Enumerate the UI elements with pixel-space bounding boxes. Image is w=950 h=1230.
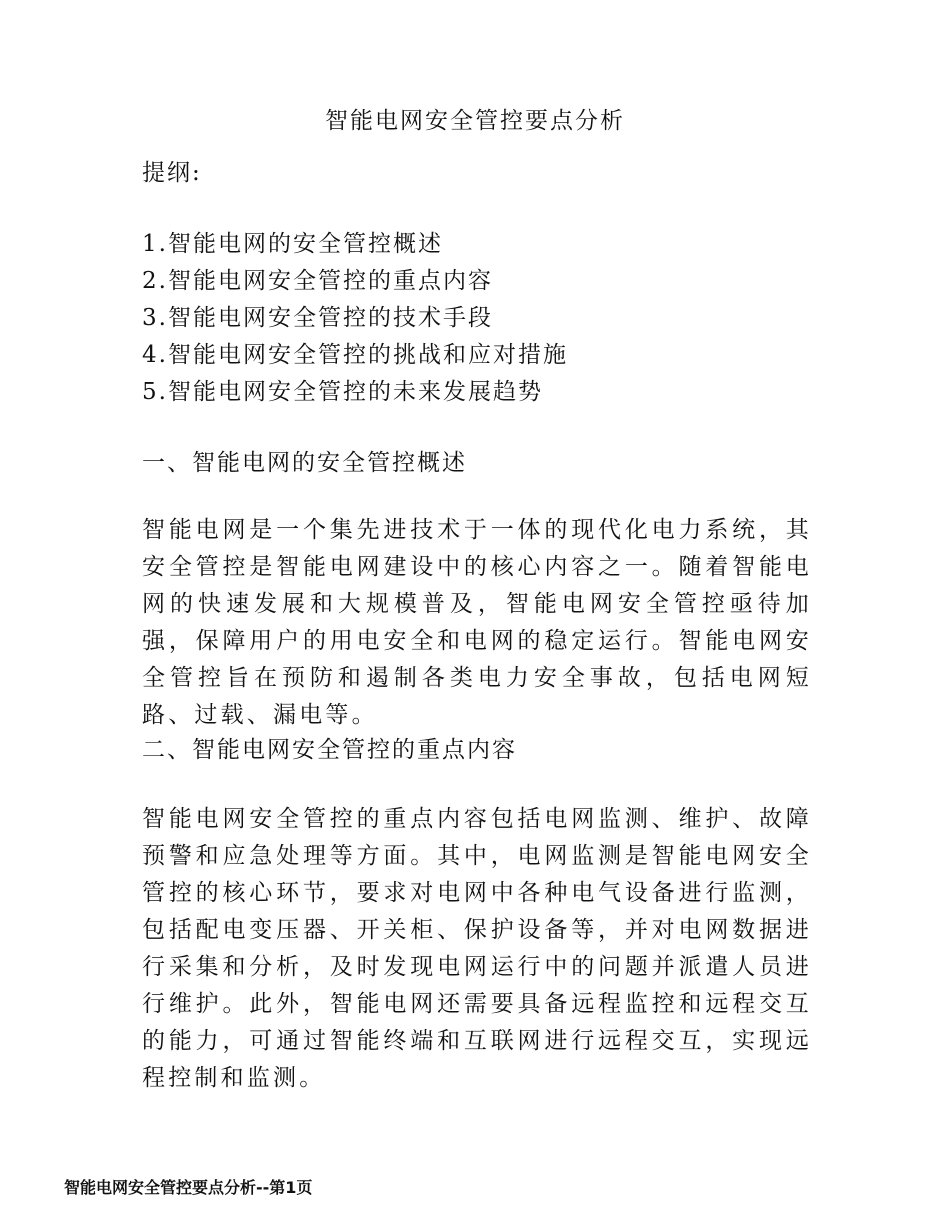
section-heading: 二、智能电网安全管控的重点内容 — [142, 737, 517, 763]
outline-item: 1.智能电网的安全管控概述 — [142, 231, 443, 257]
outline-item: 4.智能电网安全管控的挑战和应对措施 — [142, 342, 568, 368]
outline-label: 提纲: — [142, 160, 202, 186]
outline-list — [142, 226, 568, 411]
outline-item: 2.智能电网安全管控的重点内容 — [142, 268, 493, 294]
page-footer: 智能电网安全管控要点分析--第1页 — [64, 1178, 313, 1197]
document-title: 智能电网安全管控要点分析 — [325, 108, 625, 134]
outline-item: 3.智能电网安全管控的技术手段 — [142, 305, 493, 331]
section-paragraph: 智能电网安全管控的重点内容包括电网监测、维护、故障预警和应急处理等方面。其中，电网监测是智能电网安全管控的核心环节，要求对电网中各种电气设备进行监测，包括配电变压器、开关柜、保护设备等，并对电网数据进行采集和分析，及时发现电网运行中的问题并派遣人员进行维护。此外，智能电网还需要具备远程监控和远程交互的能力，可通过智能终端和互联网进行远程交互，实现远程控制和监测。 — [142, 806, 812, 1091]
section-heading: 一、智能电网的安全管控概述 — [142, 450, 467, 476]
outline-item: 5.智能电网安全管控的未来发展趋势 — [142, 379, 543, 405]
section-paragraph: 智能电网是一个集先进技术于一体的现代化电力系统，其安全管控是智能电网建设中的核心内容之一。随着智能电网的快速发展和大规模普及，智能电网安全管控亟待加强，保障用户的用电安全和电网的稳定运行。智能电网安全管控旨在预防和遏制各类电力安全事故，包括电网短路、过载、漏电等。 — [142, 517, 812, 728]
